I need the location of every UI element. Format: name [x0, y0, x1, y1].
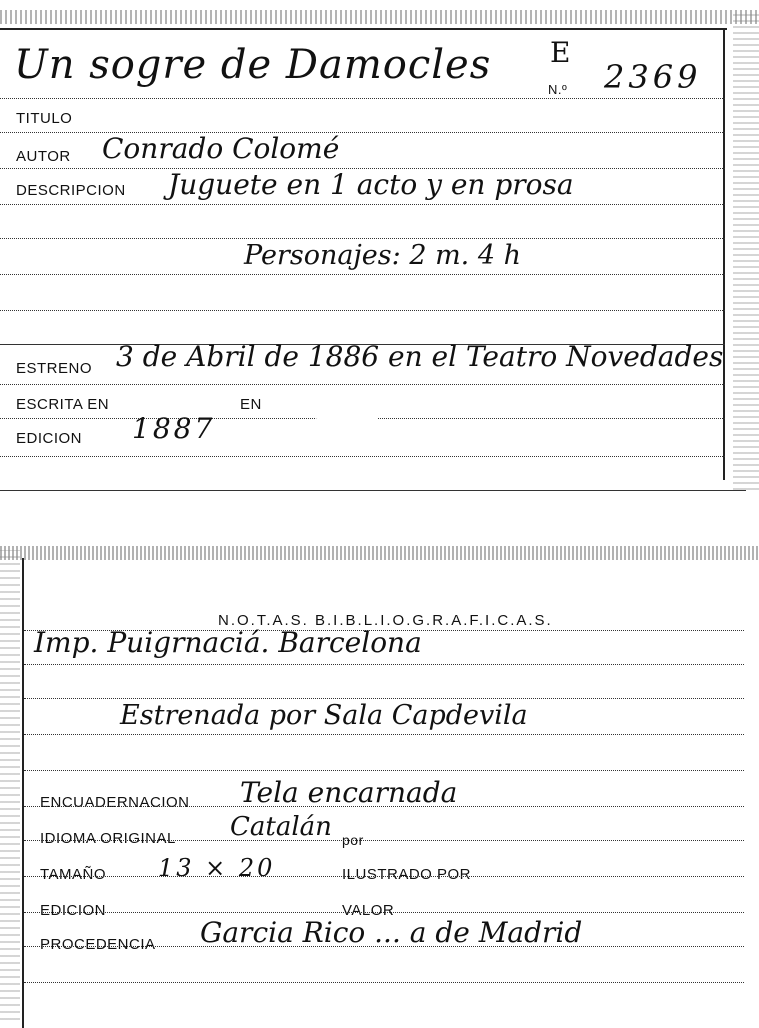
number-label: N.º [548, 82, 568, 97]
rule-line [24, 698, 744, 699]
rule-line [24, 946, 744, 947]
rule-line [0, 310, 725, 311]
escrita-en-label: ESCRITA EN [16, 396, 110, 413]
descripcion-label: DESCRIPCION [16, 182, 126, 199]
rule-line [0, 238, 725, 239]
ilustrado-label: ILUSTRADO POR [342, 866, 472, 883]
tamano-label: TAMAÑO [40, 866, 107, 883]
titulo-label: TITULO [16, 110, 73, 127]
autor-label: AUTOR [16, 148, 71, 165]
rule-line [24, 876, 744, 877]
rule-line [0, 274, 725, 275]
rule-line [24, 806, 744, 807]
card-title-handwritten: Un sogre de Damocles [14, 42, 492, 88]
por-label: por [342, 832, 364, 848]
tamano-value: 13 × 20 [158, 854, 276, 882]
edicion-value: 1887 [132, 412, 216, 445]
shelf-mark: E [550, 36, 571, 69]
card-left-border [22, 558, 24, 1028]
idioma-value: Catalán [230, 812, 332, 842]
procedencia-value: Garcia Rico ... a de Madrid [200, 916, 583, 949]
en-label: EN [240, 396, 262, 413]
edicion-label: EDICION [16, 430, 83, 447]
card-number: 2369 [604, 58, 702, 96]
catalog-card-back [0, 540, 759, 1028]
rule-line [0, 384, 725, 385]
valor-label: VALOR [342, 902, 395, 919]
rule-line [24, 770, 744, 771]
rule-line [0, 456, 725, 457]
edicion-back-label: EDICION [40, 902, 107, 919]
descripcion-value: Juguete en 1 acto y en prosa [168, 168, 574, 201]
personajes-value: Personajes: 2 m. 4 h [244, 240, 522, 271]
card-bottom-edge [0, 490, 746, 491]
autor-value: Conrado Colomé [102, 132, 340, 165]
note-line-1: Imp. Puigrnaciá. Barcelona [34, 626, 422, 659]
rule-line [24, 664, 744, 665]
rule-line [24, 840, 744, 841]
encuadernacion-label: ENCUADERNACION [40, 794, 190, 811]
card-edge-texture [733, 10, 759, 490]
procedencia-label: PROCEDENCIA [40, 936, 156, 953]
rule-line [0, 204, 725, 205]
encuadernacion-value: Tela encarnada [240, 776, 458, 809]
notas-bibliograficas-heading: N.O.T.A.S. B.I.B.L.I.O.G.R.A.F.I.C.A.S. [218, 612, 553, 629]
card-edge-texture [0, 550, 20, 1020]
idioma-label: IDIOMA ORIGINAL [40, 830, 176, 847]
rule-line [24, 734, 744, 735]
rule-line [24, 982, 744, 983]
catalog-card-front [0, 0, 759, 496]
card-right-border [723, 28, 725, 480]
rule-line [24, 912, 744, 913]
estreno-label: ESTRENO [16, 360, 93, 377]
note-line-2: Estrenada por Sala Capdevila [120, 700, 528, 731]
rule-line [0, 98, 725, 99]
card-edge-texture [0, 10, 759, 24]
card-top-border [0, 28, 727, 30]
estreno-value: 3 de Abril de 1886 en el Teatro Novedades [116, 340, 724, 373]
paper-blemish [316, 392, 378, 452]
card-edge-texture [0, 546, 759, 560]
